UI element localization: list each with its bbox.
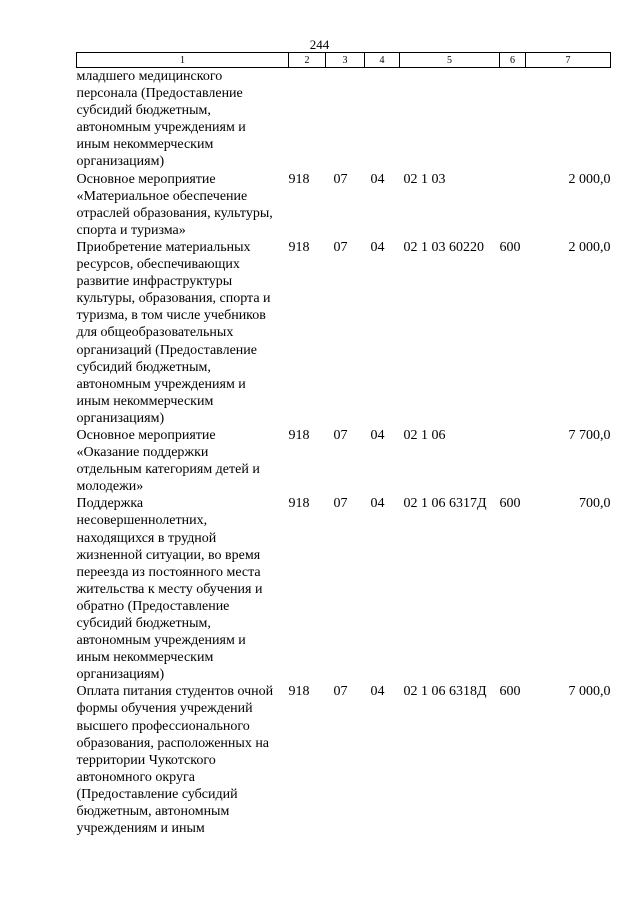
row-expense-type [500,68,526,171]
row-subsection-code: 04 [370,171,385,187]
row-target-article: 02 1 06 6318Д [403,684,487,700]
row-expense-type [500,427,526,495]
row-section-code: 07 [333,496,348,512]
row-section-code [326,68,365,171]
row-subsection-code [365,68,400,171]
row-section-code: 07 [333,427,348,443]
row-ministry-code: 918 [288,171,310,187]
row-target-article: 02 1 06 [403,427,446,443]
table-row [77,495,611,683]
row-expense-type: 600 [499,684,521,700]
row-target-article [400,68,500,171]
row-amount: 7 700,0 [568,427,611,443]
table-row [77,427,611,495]
column-number-5: 5 [400,53,500,68]
row-subsection-code: 04 [370,239,385,255]
table-row [77,68,611,171]
column-number-3: 3 [326,53,365,68]
row-amount: 7 000,0 [568,684,611,700]
row-name: Оплата питания студентов очной формы обучения учреждений высшего профессионального образования, расположенных на территории Чукотского автономного округа (Предоставление субсидий бюджетным, автономным учреждениям и иным [76,684,274,837]
row-amount [526,68,611,171]
row-ministry-code: 918 [288,496,310,512]
row-section-code: 07 [333,239,348,255]
row-amount: 2 000,0 [568,171,611,187]
row-target-article: 02 1 03 60220 [403,239,484,255]
row-name: Основное мероприятие «Материальное обеспечение отраслей образования, культуры, спорта и туризма» [76,171,273,238]
row-subsection-code: 04 [370,427,385,443]
column-number-7: 7 [526,53,611,68]
row-ministry-code: 918 [288,684,310,700]
row-section-code: 07 [333,171,348,187]
row-name: Основное мероприятие «Оказание поддержки отдельным категориям детей и молодежи» [76,427,260,495]
page-number: 244 [309,37,330,52]
row-expense-type [500,171,526,239]
row-ministry-code: 918 [288,239,310,255]
row-name: Приобретение материальных ресурсов, обеспечивающих развитие инфраструктуры культуры, образования, спорта и туризма, в том числе учебников для общеобразовательных организаций (Предоставление субсидий бюджетным, автономным учреждениям и иным некоммерческим организациям) [76,239,271,426]
row-target-article: 02 1 03 [403,171,446,187]
column-number-2: 2 [289,53,326,68]
row-expense-type: 600 [499,496,521,512]
row-section-code: 07 [333,684,348,700]
row-name: младшего медицинского персонала (Предоставление субсидий бюджетным, автономным учреждениям и иным некоммерческим организациям) [76,69,246,170]
table-row [77,239,611,427]
column-number-6: 6 [500,53,526,68]
column-number-4: 4 [365,53,400,68]
table-row [77,171,611,239]
row-name: Поддержка несовершеннолетних, находящихся в трудной жизненной ситуации, во время переезда из постоянного места жительства к месту обучения и обратно (Предоставление субсидий бюджетным, автономным учреждениям и иным некоммерческим организациям) [76,496,263,683]
table-header [77,53,611,68]
row-subsection-code: 04 [370,496,385,512]
table-row [77,683,611,837]
row-ministry-code: 918 [288,427,310,443]
row-amount: 700,0 [579,496,611,512]
row-amount: 2 000,0 [568,239,611,255]
row-expense-type: 600 [499,239,521,255]
column-number-1: 1 [77,53,289,68]
header-row [77,53,611,68]
budget-table [76,52,611,837]
row-subsection-code: 04 [370,684,385,700]
row-ministry-code [289,68,326,171]
table-body [77,68,611,838]
row-target-article: 02 1 06 6317Д [403,496,487,512]
